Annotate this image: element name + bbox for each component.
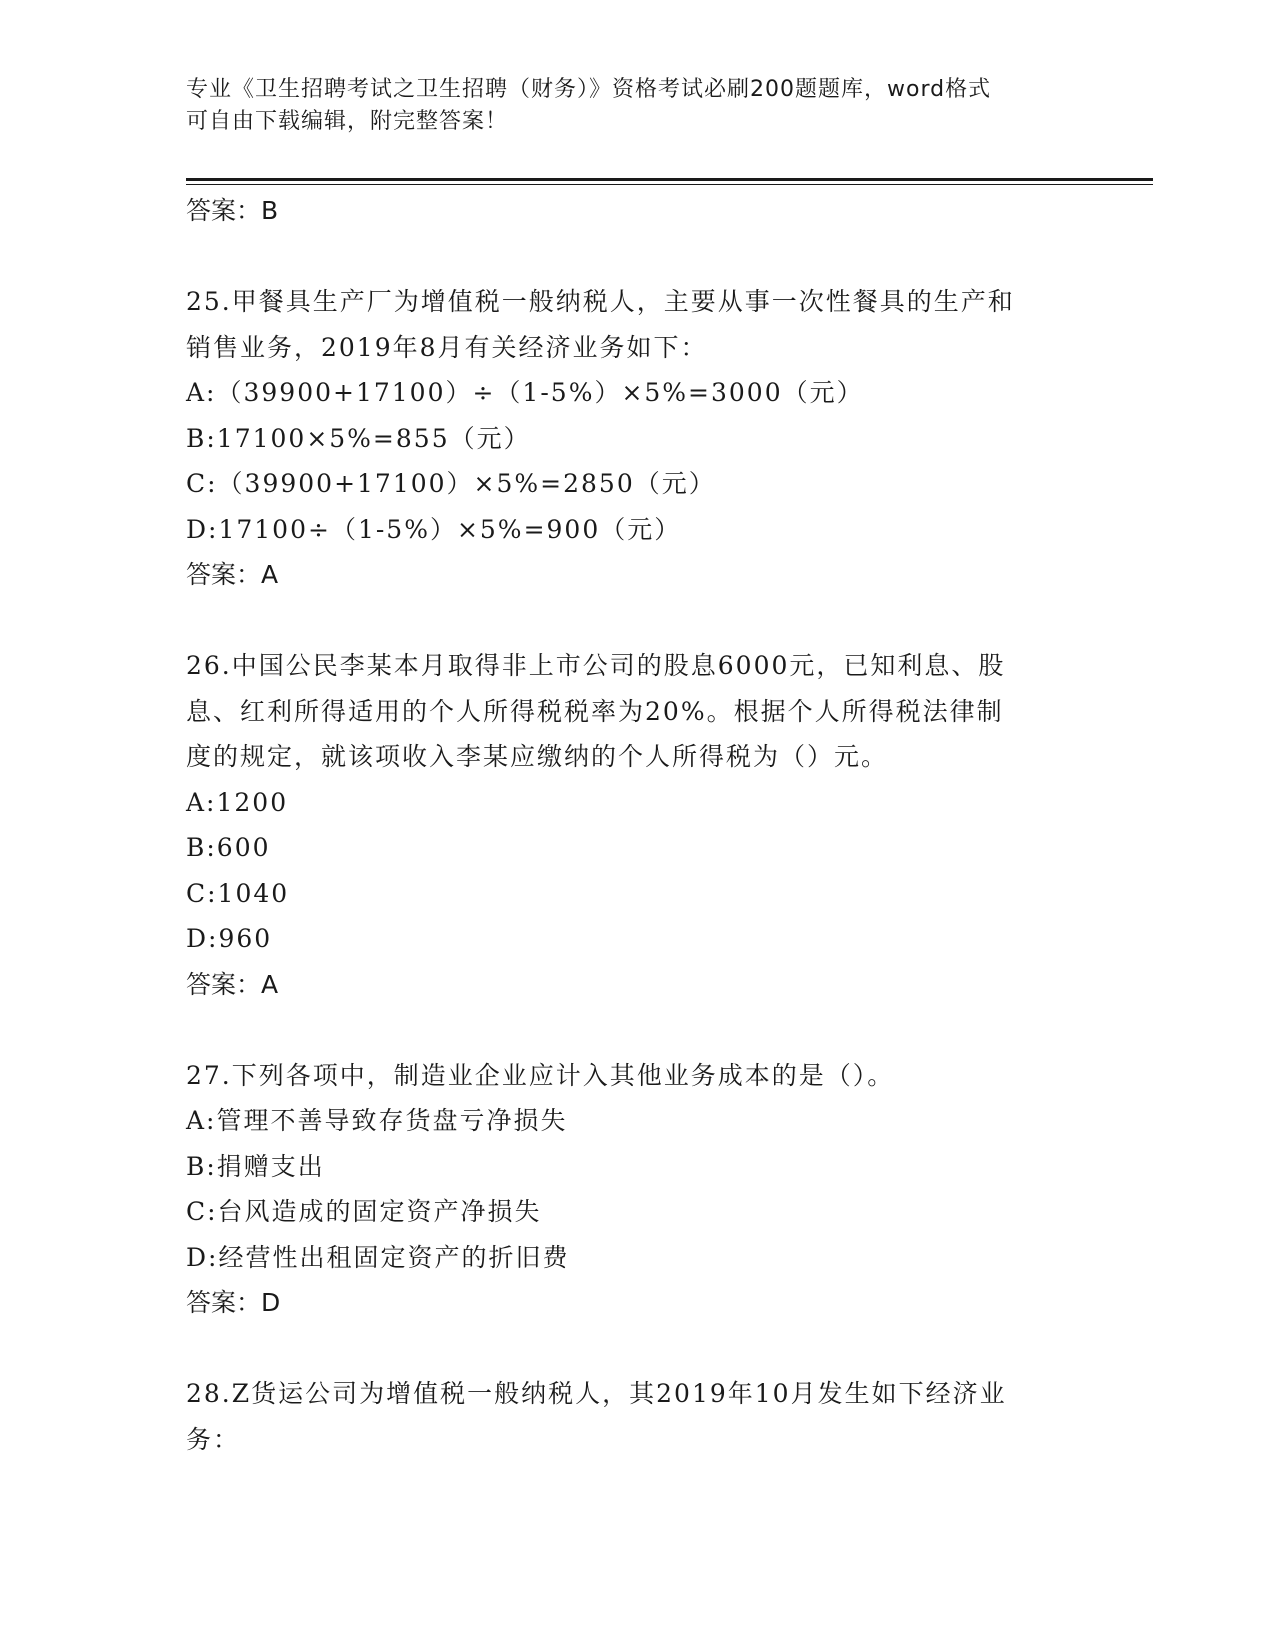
question-stem-line: 28.Z货运公司为增值税一般纳税人，其2019年10月发生如下经济业 [186, 1379, 1007, 1408]
answer-line: 答案：A [186, 969, 279, 999]
question-block [186, 643, 1086, 1007]
option-c: C:台风造成的固定资产净损失 [186, 1197, 542, 1226]
header-line-1: 专业《卫生招聘考试之卫生招聘（财务）》资格考试必刷200题题库，word格式 [186, 77, 992, 102]
answer-line: 答案：B [186, 196, 279, 225]
spacer [186, 234, 1086, 280]
header-divider-thick [186, 178, 1153, 181]
spacer [186, 1007, 1086, 1053]
option-b: B:17100×5%=855（元） [186, 423, 531, 453]
option-d: D:960 [186, 924, 273, 953]
question-stem-line: 26.中国公民李某本月取得非上市公司的股息6000元，已知利息、股 [186, 651, 1006, 680]
question-block [186, 1053, 1086, 1326]
question-stem-line: 25.甲餐具生产厂为增值税一般纳税人，主要从事一次性餐具的生产和 [186, 287, 1015, 316]
option-b: B:600 [186, 833, 271, 862]
question-block [186, 279, 1086, 598]
question-stem-line: 销售业务，2019年8月有关经济业务如下： [186, 332, 708, 362]
document-header [186, 74, 1066, 138]
option-a: A:管理不善导致存货盘亏净损失 [186, 1106, 568, 1135]
option-c: C:（39900+17100）×5%=2850（元） [186, 469, 716, 498]
spacer [186, 1326, 1086, 1372]
spacer [186, 598, 1086, 644]
document-body [186, 188, 1086, 1462]
question-block [186, 1371, 1086, 1462]
option-a: A:（39900+17100）÷（1-5%）×5%=3000（元） [186, 378, 864, 407]
option-b: B:捐赠支出 [186, 1151, 325, 1181]
answer-line: 答案：A [186, 560, 279, 589]
header-line-2: 可自由下载编辑，附完整答案！ [186, 109, 509, 134]
option-a: A:1200 [186, 787, 289, 817]
question-stem-line: 27.下列各项中，制造业企业应计入其他业务成本的是（）。 [186, 1060, 895, 1090]
option-d: D:经营性出租固定资产的折旧费 [186, 1242, 570, 1272]
question-stem-line: 息、红利所得适用的个人所得税税率为20%。根据个人所得税法律制 [186, 696, 1004, 726]
question-stem-line: 务： [186, 1424, 241, 1454]
answer-line: 答案：D [186, 1288, 281, 1317]
option-d: D:17100÷（1-5%）×5%=900（元） [186, 514, 682, 544]
option-c: C:1040 [186, 878, 290, 908]
header-divider-thin [186, 184, 1153, 185]
question-stem-line: 度的规定，就该项收入李某应缴纳的个人所得税为（）元。 [186, 742, 889, 771]
